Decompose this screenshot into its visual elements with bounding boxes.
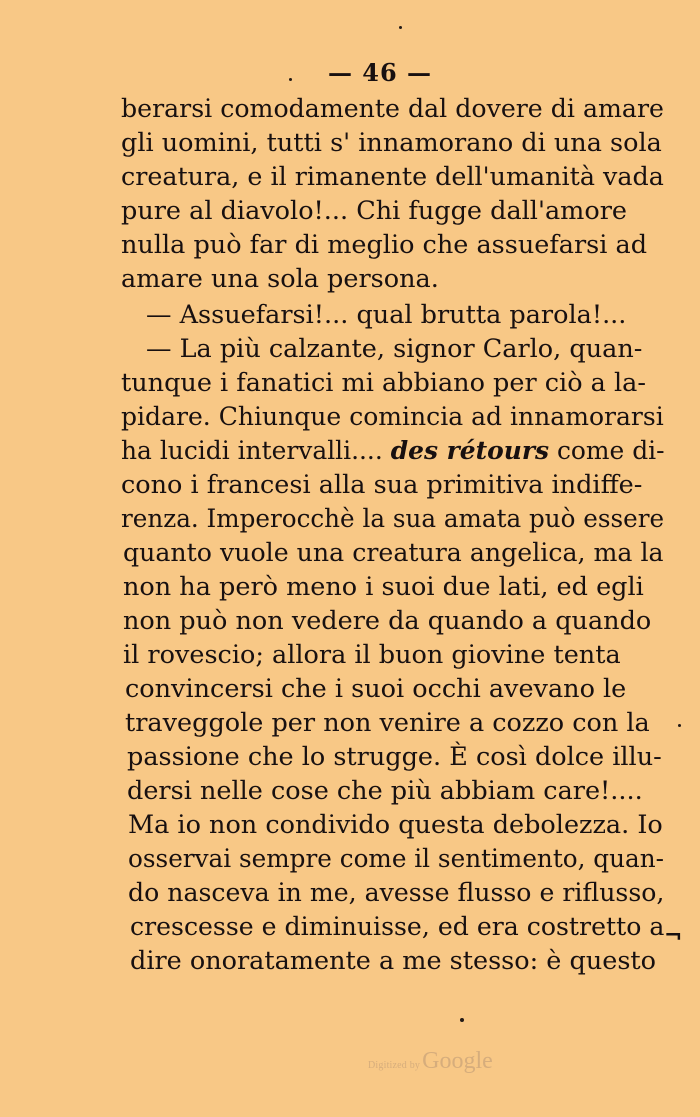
text-line: gli uomini, tutti s' innamorano di una sola (121, 128, 662, 158)
text-line: dire onoratamente a me stesso: è questo (130, 946, 657, 976)
text-segment: ha lucidi intervalli.... (121, 436, 383, 466)
text-line: pure al diavolo!... Chi fugge dall'amore (121, 196, 627, 226)
text-line: do nasceva in me, avesse flusso e riflusso, (128, 878, 665, 908)
watermark-brand: Google (422, 1048, 493, 1074)
page-number: — 46 — (327, 58, 433, 87)
text-line: nulla può far di meglio che assuefarsi ad (121, 230, 648, 260)
text-line: tunque i fanatici mi abbiano per ciò a la- (121, 368, 646, 398)
ink-speck (399, 26, 402, 29)
text-line: — Assuefarsi!... qual brutta parola!... (146, 300, 627, 330)
text-line: pidare. Chiunque comincia ad innamorarsi (121, 402, 664, 432)
text-line: berarsi comodamente dal dovere di amare (121, 94, 664, 124)
ink-speck (289, 78, 292, 81)
watermark-small-text: Digitized by (368, 1060, 421, 1071)
italic-phrase: des rétours (390, 436, 550, 466)
text-line: il rovescio; allora il buon giovine tenta (123, 640, 621, 670)
text-line: non può non vedere da quando a quando (123, 606, 652, 636)
text-line: osservai sempre come il sentimento, quan- (128, 844, 664, 874)
digitized-watermark (368, 1048, 493, 1075)
text-line: — La più calzante, signor Carlo, quan- (146, 334, 643, 364)
text-segment: come di- (556, 436, 665, 466)
text-line: cono i francesi alla sua primitiva indiffe- (121, 470, 643, 500)
text-line: quanto vuole una creatura angelica, ma la (123, 538, 664, 568)
text-line: convincersi che i suoi occhi avevano le (125, 674, 627, 704)
ink-speck (678, 724, 681, 727)
text-line: traveggole per non venire a cozzo con la (125, 708, 650, 738)
ink-speck (460, 1018, 464, 1022)
margin-mark: ¬ (664, 923, 683, 949)
text-line: Ma io non condivido questa debolezza. Io (128, 810, 663, 840)
text-line: crescesse e diminuisse, ed era costretto a (130, 912, 665, 942)
text-line: dersi nelle cose che più abbiam care!.... (127, 776, 643, 806)
text-line (121, 434, 665, 468)
text-line: passione che lo strugge. È così dolce illu- (127, 742, 662, 772)
text-line: creatura, e il rimanente dell'umanità vada (121, 162, 664, 192)
text-line: amare una sola persona. (121, 264, 439, 294)
text-line: renza. Imperocchè la sua amata può essere (121, 504, 665, 534)
text-line: non ha però meno i suoi due lati, ed egli (123, 572, 644, 602)
